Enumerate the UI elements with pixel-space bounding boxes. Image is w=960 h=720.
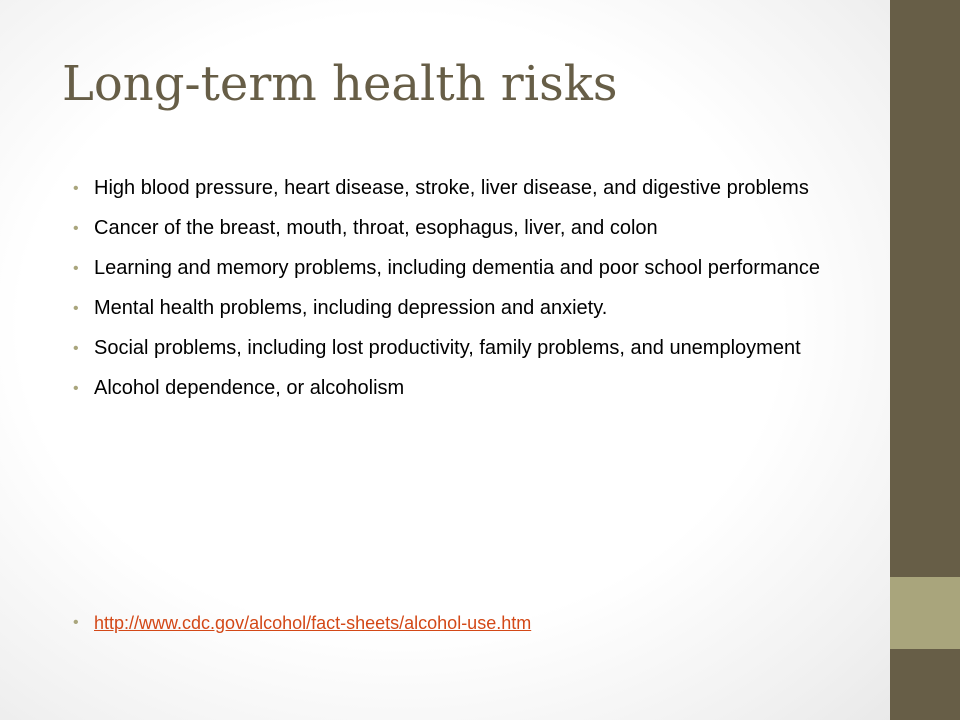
- bullet-icon: •: [73, 300, 79, 317]
- bullet-list: [73, 174, 853, 414]
- bullet-icon: •: [73, 614, 79, 631]
- list-item: [73, 214, 853, 243]
- slide-title: Long-term health risks: [62, 56, 618, 112]
- list-item: [73, 254, 853, 283]
- bullet-text: Mental health problems, including depression and anxiety.: [94, 297, 608, 319]
- list-item: [73, 294, 853, 323]
- sidebar-accent-block: [890, 577, 960, 649]
- list-item: [73, 174, 853, 203]
- bullet-text: Social problems, including lost productivity, family problems, and unemployment: [94, 337, 801, 359]
- source-list: [73, 609, 853, 637]
- source-link[interactable]: http://www.cdc.gov/alcohol/fact-sheets/alcohol-use.htm: [94, 613, 532, 633]
- bullet-text: Learning and memory problems, including dementia and poor school performance: [94, 257, 820, 279]
- bullet-text: High blood pressure, heart disease, stroke, liver disease, and digestive problems: [94, 177, 809, 199]
- bullet-icon: •: [73, 260, 79, 277]
- list-item: [73, 334, 853, 363]
- bullet-text: Alcohol dependence, or alcoholism: [94, 377, 405, 399]
- bullet-icon: •: [73, 220, 79, 237]
- bullet-icon: •: [73, 180, 79, 197]
- bullet-text: Cancer of the breast, mouth, throat, esophagus, liver, and colon: [94, 217, 658, 239]
- list-item: [73, 609, 853, 637]
- bullet-icon: •: [73, 340, 79, 357]
- list-item: [73, 374, 853, 403]
- bullet-icon: •: [73, 380, 79, 397]
